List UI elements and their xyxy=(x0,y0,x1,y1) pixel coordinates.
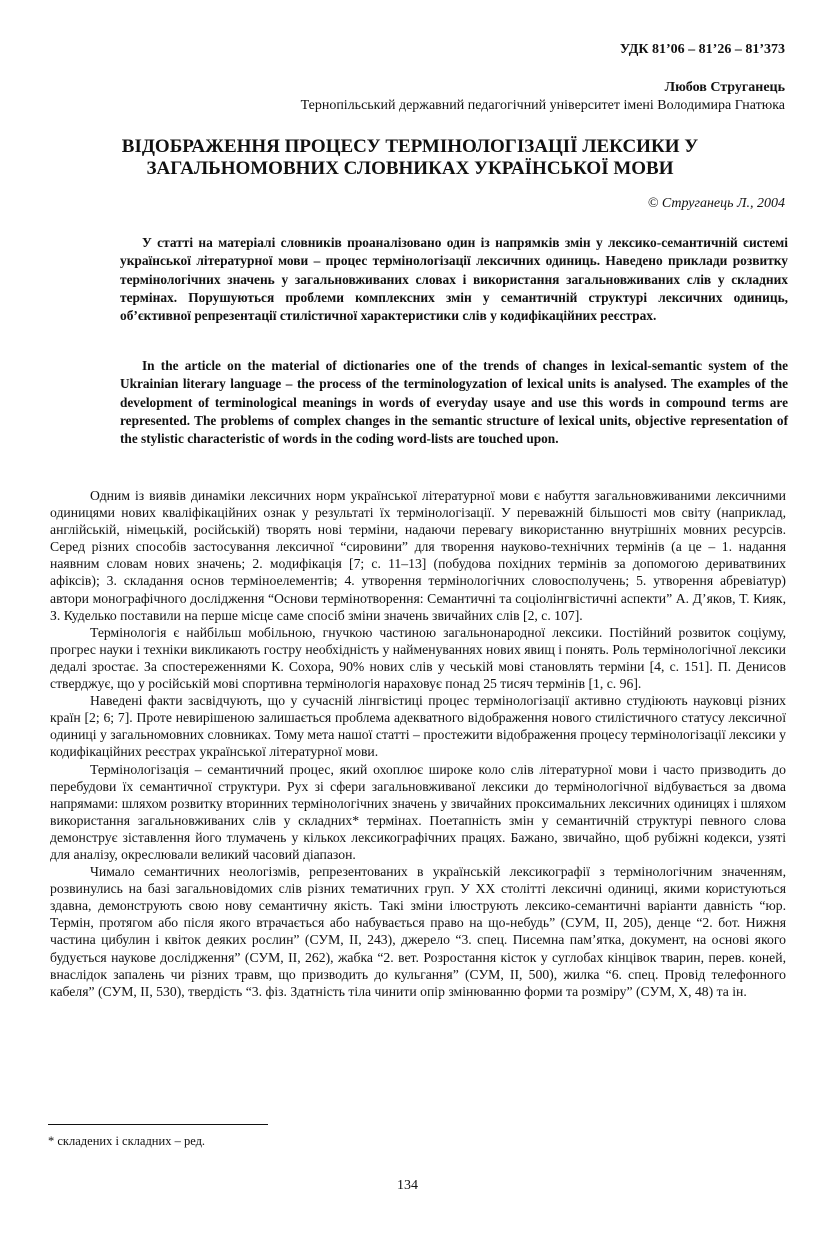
body-paragraph-3: Наведені факти засвідчують, що у сучасній лінгвістиці процес термінологізації активно студіюють науковці різних країн [2; 6; 7]. Проте невирішеною залишається проблема адекватного відображення нового стилістичного статусу лексичної одиниці у загальномовних словниках. Тому мета нашої статті – простежити відображення процесу термінологізації лексики у кодифікаційних реєстрах української літературної мови. xyxy=(50,693,786,760)
footnote: * складених і складних – ред. xyxy=(48,1134,206,1148)
page-number: 134 xyxy=(397,1178,418,1193)
article-body xyxy=(50,487,786,1000)
udk-code: УДК 81’06 – 81’26 – 81’373 xyxy=(619,42,785,57)
footnote-divider xyxy=(48,1124,268,1125)
abstract-english: In the article on the material of dictionaries one of the trends of changes in lexical-semantic system of the Ukrainian literary language – the process of the terminologyzation of lexical units is analysed. The examples of the development of terminological meanings in words of everyday usaye and use this words in compound terms are represented. The problems of complex changes in the semantic structure of lexical units, objective representation of the stylistic characteristic of words in the coding word-lists are touched upon. xyxy=(120,358,788,447)
copyright-line: © Струганець Л., 2004 xyxy=(647,196,785,211)
body-paragraph-5: Чимало семантичних неологізмів, репрезентованих в українській лексикографії з термінологічним значенням, розвинулись на базі загальновідомих слів різних тематичних груп. У XX столітті лексичні одиниці, якими користуються здавна, демонструють свою нову семантичну якість. Такі зміни ілюструють лексико-семантичні варіанти давність “юр. Термін, протягом або після якого втрачається або набувається право на що-небудь” (СУМ, II, 205), денце “2. бот. Нижня частина цибулин і квіток деяких рослин” (СУМ, II, 243), джерело “3. спец. Писемна пам’ятка, документ, на основі якого будується наукове дослідження” (СУМ, II, 262), жабка “2. вет. Розростання кісток у суглобах кінцівок тварин, перев. коней, внаслідок запалень чи різних травм, що призводить до кульгання” (СУМ, II, 500), жилка “6. спец. Провід телефонного кабеля” (СУМ, II, 530), твердість “3. фіз. Здатність тіла чинити опір змінюванню форми та розміру” (СУМ, X, 48) та ін. xyxy=(50,864,786,999)
article-title: ВІДОБРАЖЕННЯ ПРОЦЕСУ ТЕРМІНОЛОГІЗАЦІЇ ЛЕКСИКИ У ЗАГАЛЬНОМОВНИХ СЛОВНИКАХ УКРАЇНСЬКОЇ МОВИ xyxy=(121,136,699,179)
author-affiliation: Тернопільський державний педагогічний університет імені Володимира Гнатюка xyxy=(300,98,785,113)
body-paragraph-2: Термінологія є найбільш мобільною, гнучкою частиною загальнонародної лексики. Постійний розвиток соціуму, прогрес науки і техніки викликають гостру необхідність у найменуваннях нових явищ і понять. Роль термінологічної лексики дедалі зростає. За спостереженнями К. Сохора, 90% нових слів у чеській мові становлять терміни [4, с. 151]. П. Денисов стверджує, що у російській мові спортивна термінологія нараховує понад 25 тисяч термінів [1, с. 96]. xyxy=(50,624,786,692)
body-paragraph-1: Одним із виявів динаміки лексичних норм української літературної мови є набуття загальновживаними лексичними одиницями нових кваліфікаційних ознак у результаті їх термінологізації. У переважній більшості мов світу (наприклад, англійській, німецькій, російській) творять нові терміни, надаючи перевагу використанню внутрішніх мовних ресурсів. Серед різних способів застосування лексичної “сировини” для творення науково-технічних термінів (а це – 1. надання наявним словам нових значень; 2. модифікація [7; с. 11–13] (побудова похідних термінів за допомогою дериватвиних афіксів); 3. складання основ терміноелементів; 4. утворення термінологічних словосполучень; 5. утворення абревіатур) автори монографічного дослідження “Основи термінотворення: Семантичні та соціолінгвістичні аспекти” А. Д’яков, Т. Кияк, З. Куделько поставили на перше місце саме спосіб зміни значень звичайних слів [2, с. 107]. xyxy=(50,488,786,623)
body-paragraph-4: Термінологізація – семантичний процес, який охоплює широке коло слів літературної мови і часто призводить до перебудови їх семантичної структури. Рух зі сфери загальновживаної лексики до термінологічної відбувається за двома напрямами: шляхом розвитку вторинних термінологічних значень у звичайних проксимальних лексичних одиницях і шляхом використання загальновживаних слів у складних* термінах. Поетапність змін у семантичній структурі певного слова демонструє зіставлення його тлумачень у кількох лексикографічних працях. Бажано, звичайно, щоб рубіжні кодекси, узяті для аналізу, окреслювали великий часовий діапазон. xyxy=(50,761,786,862)
author-name: Любов Струганець xyxy=(664,80,785,95)
abstract-ukrainian: У статті на матеріалі словників проаналізовано один із напрямків змін у лексико-семантичній системі української літературної мови – процес термінологізації лексичних одиниць. Наведено приклади розвитку термінологічних значень у загальновживаних словах і використання загальновживаних слів у складних термінах. Порушуються проблеми комплексних змін у семантичній структурі лексичних одиниць, об’єктивної репрезентації стилістичної характеристики слів у кодифікаційних реєстрах. xyxy=(120,235,788,324)
